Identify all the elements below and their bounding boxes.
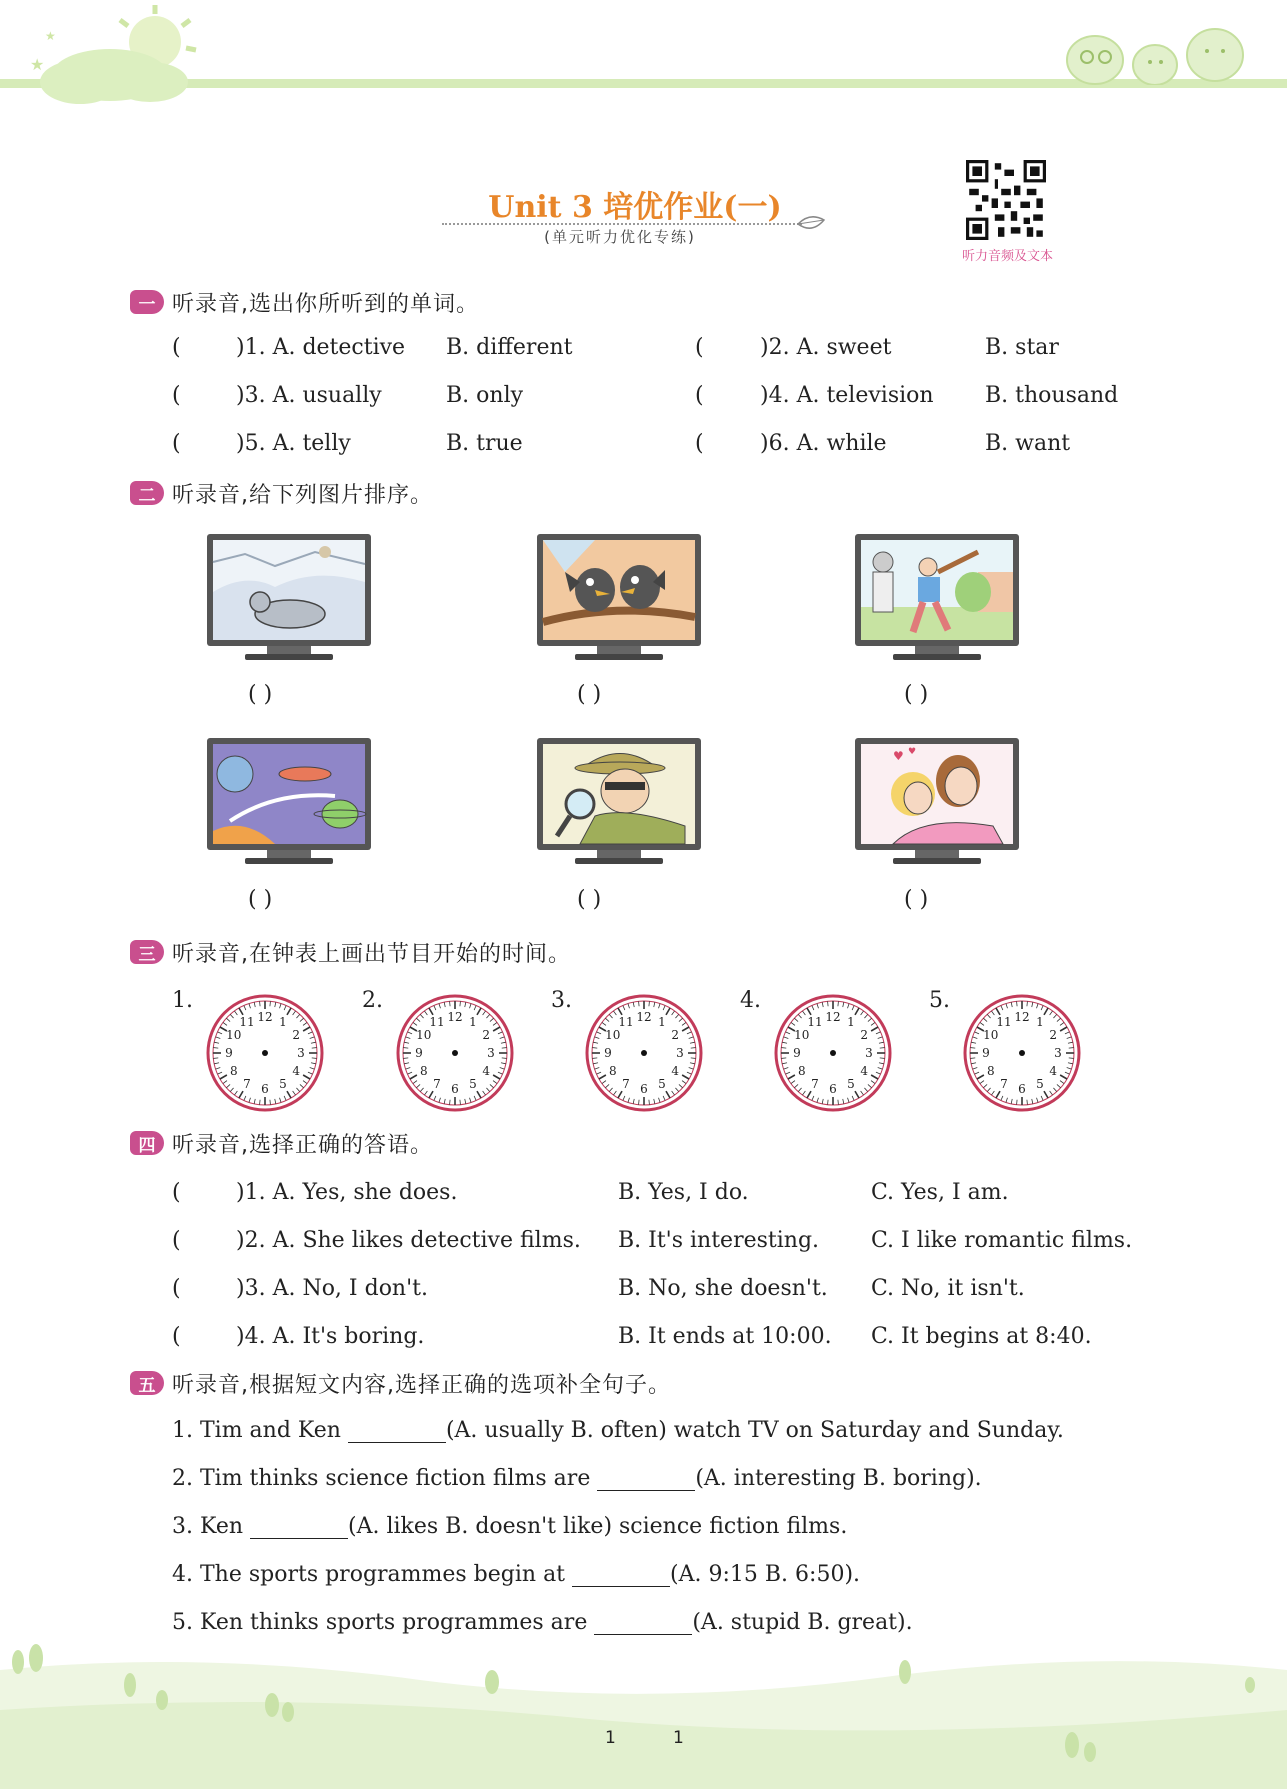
list-item-option-c: C. No, it isn't. <box>871 1276 1025 1301</box>
clock-number: 4 <box>482 1064 490 1078</box>
clock-number: 4 <box>1049 1064 1057 1078</box>
space-picture <box>205 736 373 871</box>
clock-number: 8 <box>230 1064 238 1078</box>
list-item-option-b: B. It's interesting. <box>618 1228 820 1253</box>
clock-number: 3 <box>676 1046 684 1060</box>
clock-number: 2 <box>671 1028 679 1042</box>
clock-number: 6 <box>451 1082 459 1096</box>
clock-number: 3 <box>297 1046 305 1060</box>
list-item: )6. A. while <box>760 431 887 456</box>
sentence-end: (A. 9:15 B. 6:50). <box>670 1562 861 1587</box>
list-item-option-c: C. Yes, I am. <box>871 1180 1009 1205</box>
sentence-start: 1. Tim and Ken <box>172 1418 348 1443</box>
list-item <box>172 1610 913 1635</box>
svg-text:★: ★ <box>45 29 56 43</box>
clock-number: 9 <box>225 1046 233 1060</box>
clock-number: 7 <box>811 1077 819 1092</box>
clock-number: 7 <box>433 1077 441 1092</box>
list-item: )4. A. It's boring. <box>236 1324 425 1349</box>
section-badge: 一 <box>130 290 164 314</box>
clock-number: 5 <box>658 1077 666 1092</box>
clock-number: 6 <box>1018 1082 1026 1096</box>
answer-paren[interactable]: ( <box>172 1228 181 1253</box>
list-item-option-b: B. true <box>446 431 523 456</box>
list-item-option-c: C. I like romantic films. <box>871 1228 1133 1253</box>
section-title: 听录音,在钟表上画出节目开始的时间。 <box>172 941 571 967</box>
answer-blank[interactable] <box>250 1516 348 1539</box>
answer-blank[interactable] <box>348 1420 446 1443</box>
section-title: 听录音,选择正确的答语。 <box>172 1132 433 1158</box>
list-item: )1. A. Yes, she does. <box>236 1180 458 1205</box>
birds-picture <box>535 532 703 667</box>
clock-number: 12 <box>636 1010 652 1024</box>
answer-paren[interactable]: ( <box>172 1180 181 1205</box>
clock-number: 12 <box>447 1010 463 1024</box>
clock-number: 2 <box>482 1028 490 1042</box>
clock-number: 1 <box>279 1014 287 1029</box>
baseball-picture <box>853 532 1021 667</box>
clock-number: 3 <box>1054 1046 1062 1060</box>
sentence-end: (A. stupid B. great). <box>692 1610 913 1635</box>
list-item-option-b: B. Yes, I do. <box>618 1180 749 1205</box>
qr-code-icon[interactable] <box>966 160 1046 240</box>
list-item: )2. A. She likes detective films. <box>236 1228 581 1253</box>
clock-number: 6 <box>640 1082 648 1096</box>
clock-number: 6 <box>829 1082 837 1096</box>
clock-number: 7 <box>1000 1077 1008 1092</box>
clock-number: 12 <box>257 1010 273 1024</box>
footer-landscape <box>0 1640 1287 1789</box>
clock-number: 1 <box>658 1014 666 1029</box>
clock-number: 11 <box>807 1014 823 1029</box>
clock-face[interactable] <box>584 993 704 1113</box>
clock-number: 2 <box>860 1028 868 1042</box>
clock-number: 10 <box>983 1028 999 1042</box>
clock-number: 2 <box>292 1028 300 1042</box>
answer-paren[interactable]: ( <box>172 383 181 408</box>
list-item <box>172 1562 860 1587</box>
clock-label: 1. <box>172 988 193 1013</box>
list-item-option-b: B. want <box>985 431 1071 456</box>
clock-label: 5. <box>929 988 950 1013</box>
list-item <box>172 1514 847 1539</box>
svg-text:★: ★ <box>30 55 45 74</box>
qr-label: 听力音频及文本 <box>961 249 1053 264</box>
answer-paren[interactable]: ( ) <box>248 887 273 912</box>
clock-face[interactable] <box>962 993 1082 1113</box>
clock-label: 4. <box>740 988 761 1013</box>
list-item: )2. A. sweet <box>760 335 892 360</box>
section-badge: 二 <box>130 481 164 505</box>
answer-blank[interactable] <box>597 1468 695 1491</box>
list-item: )5. A. telly <box>236 431 351 456</box>
page-subtitle: (单元听力优化专练) <box>544 228 696 246</box>
page-number-left: 1 <box>605 1728 616 1748</box>
clock-label: 2. <box>362 988 383 1013</box>
clock-number: 10 <box>794 1028 810 1042</box>
clock-number: 12 <box>1014 1010 1030 1024</box>
list-item: )3. A. No, I don't. <box>236 1276 428 1301</box>
clock-number: 9 <box>604 1046 612 1060</box>
clock-number: 10 <box>226 1028 242 1042</box>
answer-paren[interactable]: ( ) <box>248 682 273 707</box>
answer-paren[interactable]: ( <box>172 431 181 456</box>
svg-text:♥: ♥ <box>893 749 904 763</box>
clock-number: 11 <box>239 1014 255 1029</box>
animals-decoration <box>1055 15 1255 85</box>
sentence-start: 4. The sports programmes begin at <box>172 1562 573 1587</box>
clock-number: 11 <box>996 1014 1012 1029</box>
list-item-option-b: B. different <box>446 335 573 360</box>
answer-paren[interactable]: ( <box>695 383 704 408</box>
answer-paren[interactable]: ( <box>172 1276 181 1301</box>
clock-number: 11 <box>429 1014 445 1029</box>
sentence-start: 5. Ken thinks sports programmes are <box>172 1610 595 1635</box>
section-badge: 三 <box>130 940 164 964</box>
romance-picture <box>853 736 1021 871</box>
sentence-start: 2. Tim thinks science fiction films are <box>172 1466 598 1491</box>
section-5-header <box>130 1368 671 1398</box>
clock-number: 7 <box>622 1077 630 1092</box>
sentence-end: (A. interesting B. boring). <box>695 1466 982 1491</box>
clock-number: 2 <box>1049 1028 1057 1042</box>
clock-number: 5 <box>847 1077 855 1092</box>
clock-number: 3 <box>487 1046 495 1060</box>
sentence-end: (A. usually B. often) watch TV on Saturday and Sunday. <box>445 1418 1064 1443</box>
clock-number: 9 <box>982 1046 990 1060</box>
clock-number: 6 <box>261 1082 269 1096</box>
svg-text:♥: ♥ <box>908 747 917 757</box>
list-item-option-b: B. It ends at 10:00. <box>618 1324 832 1349</box>
clock-face[interactable] <box>395 993 515 1113</box>
leaf-icon <box>796 212 828 236</box>
clock-number: 3 <box>865 1046 873 1060</box>
list-item: )4. A. television <box>760 383 934 408</box>
section-badge: 四 <box>130 1131 164 1155</box>
clock-number: 4 <box>292 1064 300 1078</box>
clock-face[interactable] <box>773 993 893 1113</box>
list-item-option-b: B. thousand <box>985 383 1119 408</box>
title-divider <box>442 223 802 225</box>
clock-number: 1 <box>469 1014 477 1029</box>
list-item <box>172 1418 1064 1443</box>
clock-label: 3. <box>551 988 572 1013</box>
answer-paren[interactable]: ( <box>695 431 704 456</box>
clock-number: 4 <box>671 1064 679 1078</box>
list-item: )1. A. detective <box>236 335 406 360</box>
sentence-start: 3. Ken <box>172 1514 251 1539</box>
section-title: 听录音,给下列图片排序。 <box>172 482 433 508</box>
list-item-option-b: B. only <box>446 383 524 408</box>
sentence-end: (A. likes B. doesn't like) science fiction films. <box>348 1514 848 1539</box>
clock-face[interactable] <box>205 993 325 1113</box>
clock-number: 5 <box>279 1077 287 1092</box>
clock-number: 8 <box>798 1064 806 1078</box>
clock-number: 12 <box>825 1010 841 1024</box>
clock-number: 10 <box>416 1028 432 1042</box>
clock-number: 8 <box>609 1064 617 1078</box>
section-3-header <box>130 937 571 967</box>
clock-number: 1 <box>847 1014 855 1029</box>
section-badge: 五 <box>130 1371 164 1395</box>
list-item-option-b: B. No, she doesn't. <box>618 1276 828 1301</box>
clock-number: 8 <box>987 1064 995 1078</box>
clock-number: 4 <box>860 1064 868 1078</box>
section-2-header <box>130 478 433 508</box>
answer-paren[interactable]: ( ) <box>904 682 929 707</box>
answer-blank[interactable] <box>572 1564 670 1587</box>
answer-paren[interactable]: ( ) <box>577 682 602 707</box>
list-item: )3. A. usually <box>236 383 382 408</box>
answer-paren[interactable]: ( ) <box>577 887 602 912</box>
clock-number: 5 <box>469 1077 477 1092</box>
clock-number: 8 <box>420 1064 428 1078</box>
clock-number: 1 <box>1036 1014 1044 1029</box>
clock-number: 5 <box>1036 1077 1044 1092</box>
answer-paren[interactable]: ( <box>695 335 704 360</box>
page-number-right: 1 <box>673 1728 684 1748</box>
section-title: 听录音,选出你所听到的单词。 <box>172 291 479 317</box>
section-4-header <box>130 1128 433 1158</box>
clock-number: 10 <box>605 1028 621 1042</box>
list-item-option-b: B. star <box>985 335 1059 360</box>
answer-paren[interactable]: ( <box>172 335 181 360</box>
clock-number: 11 <box>618 1014 634 1029</box>
answer-blank[interactable] <box>594 1612 692 1635</box>
list-item-option-c: C. It begins at 8:40. <box>871 1324 1092 1349</box>
section-1-header <box>130 287 479 317</box>
sun-cloud-decoration <box>0 0 220 110</box>
clock-number: 7 <box>243 1077 251 1092</box>
seal-picture <box>205 532 373 667</box>
clock-number: 9 <box>793 1046 801 1060</box>
page-title: Unit 3 培优作业(一) <box>488 190 782 225</box>
detective-picture <box>535 736 703 871</box>
section-title: 听录音,根据短文内容,选择正确的选项补全句子。 <box>172 1372 671 1398</box>
answer-paren[interactable]: ( <box>172 1324 181 1349</box>
clock-number: 9 <box>415 1046 423 1060</box>
answer-paren[interactable]: ( ) <box>904 887 929 912</box>
list-item <box>172 1466 982 1491</box>
